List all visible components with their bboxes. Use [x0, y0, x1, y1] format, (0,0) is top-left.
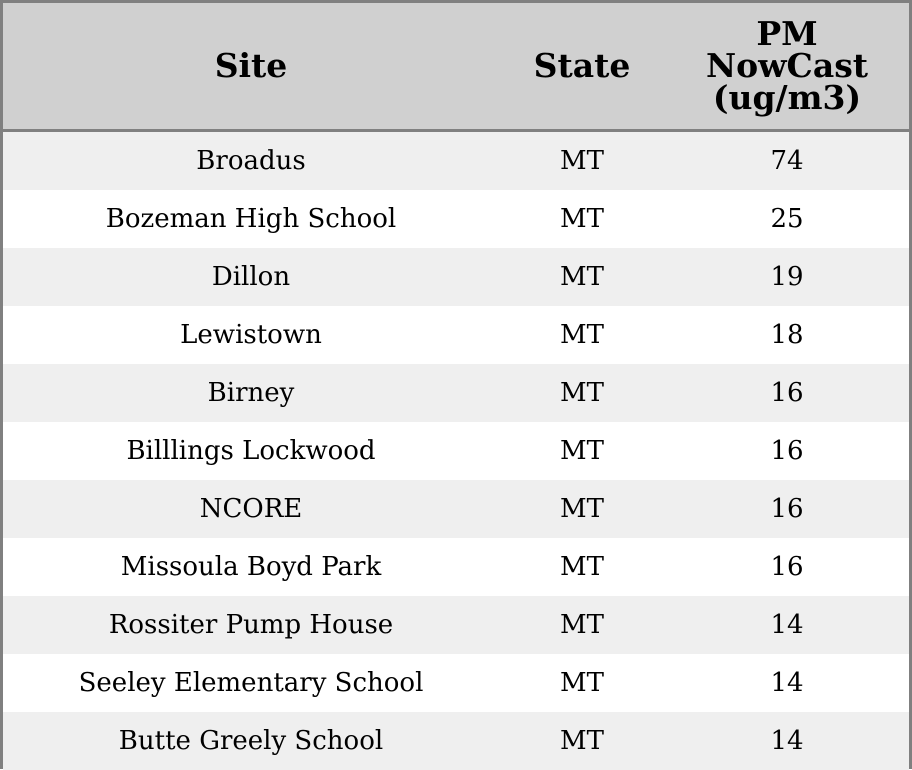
state-cell: MT [560, 726, 604, 756]
state-cell: MT [560, 494, 604, 524]
site-cell: Dillon [211, 262, 291, 292]
table-row [3, 596, 909, 654]
site-cell: Seeley Elementary School [78, 668, 424, 698]
table-header [3, 3, 909, 132]
pm-value-cell: 16 [770, 436, 804, 466]
pm-value-cell: 14 [770, 668, 804, 698]
site-cell: Missoula Boyd Park [120, 552, 382, 582]
table-row [3, 248, 909, 306]
state-cell: MT [560, 204, 604, 234]
pm-value-cell: 74 [770, 146, 804, 176]
pm-value-cell: 16 [770, 552, 804, 582]
table-body [3, 132, 909, 770]
table-row [3, 654, 909, 712]
pm-value-cell: 19 [770, 262, 804, 292]
table-row [3, 480, 909, 538]
site-cell: Birney [207, 378, 295, 408]
state-cell: MT [560, 146, 604, 176]
pm-value-cell: 14 [770, 610, 804, 640]
column-header-site: Site [214, 46, 288, 85]
site-cell: Bozeman High School [105, 204, 397, 234]
table-row [3, 422, 909, 480]
site-cell: Butte Greely School [118, 726, 384, 756]
column-header-state: State [533, 46, 631, 85]
pm-value-cell: 18 [770, 320, 804, 350]
table-row [3, 132, 909, 190]
table-row [3, 712, 909, 770]
table-row [3, 364, 909, 422]
state-cell: MT [560, 262, 604, 292]
table-row [3, 538, 909, 596]
table-row [3, 306, 909, 364]
site-cell: Rossiter Pump House [108, 610, 394, 640]
site-cell: NCORE [199, 494, 303, 524]
state-cell: MT [560, 610, 604, 640]
site-cell: Lewistown [180, 320, 322, 350]
site-cell: Billlings Lockwood [126, 436, 376, 466]
state-cell: MT [560, 668, 604, 698]
state-cell: MT [560, 552, 604, 582]
pm-value-cell: 16 [770, 378, 804, 408]
state-cell: MT [560, 436, 604, 466]
pm-value-cell: 16 [770, 494, 804, 524]
pm-value-cell: 14 [770, 726, 804, 756]
state-cell: MT [560, 378, 604, 408]
pm-value-cell: 25 [770, 204, 804, 234]
site-cell: Broadus [196, 146, 306, 176]
column-header-pm-nowcast: PM NowCast (ug/m3) [705, 14, 869, 117]
state-cell: MT [560, 320, 604, 350]
table-row [3, 190, 909, 248]
